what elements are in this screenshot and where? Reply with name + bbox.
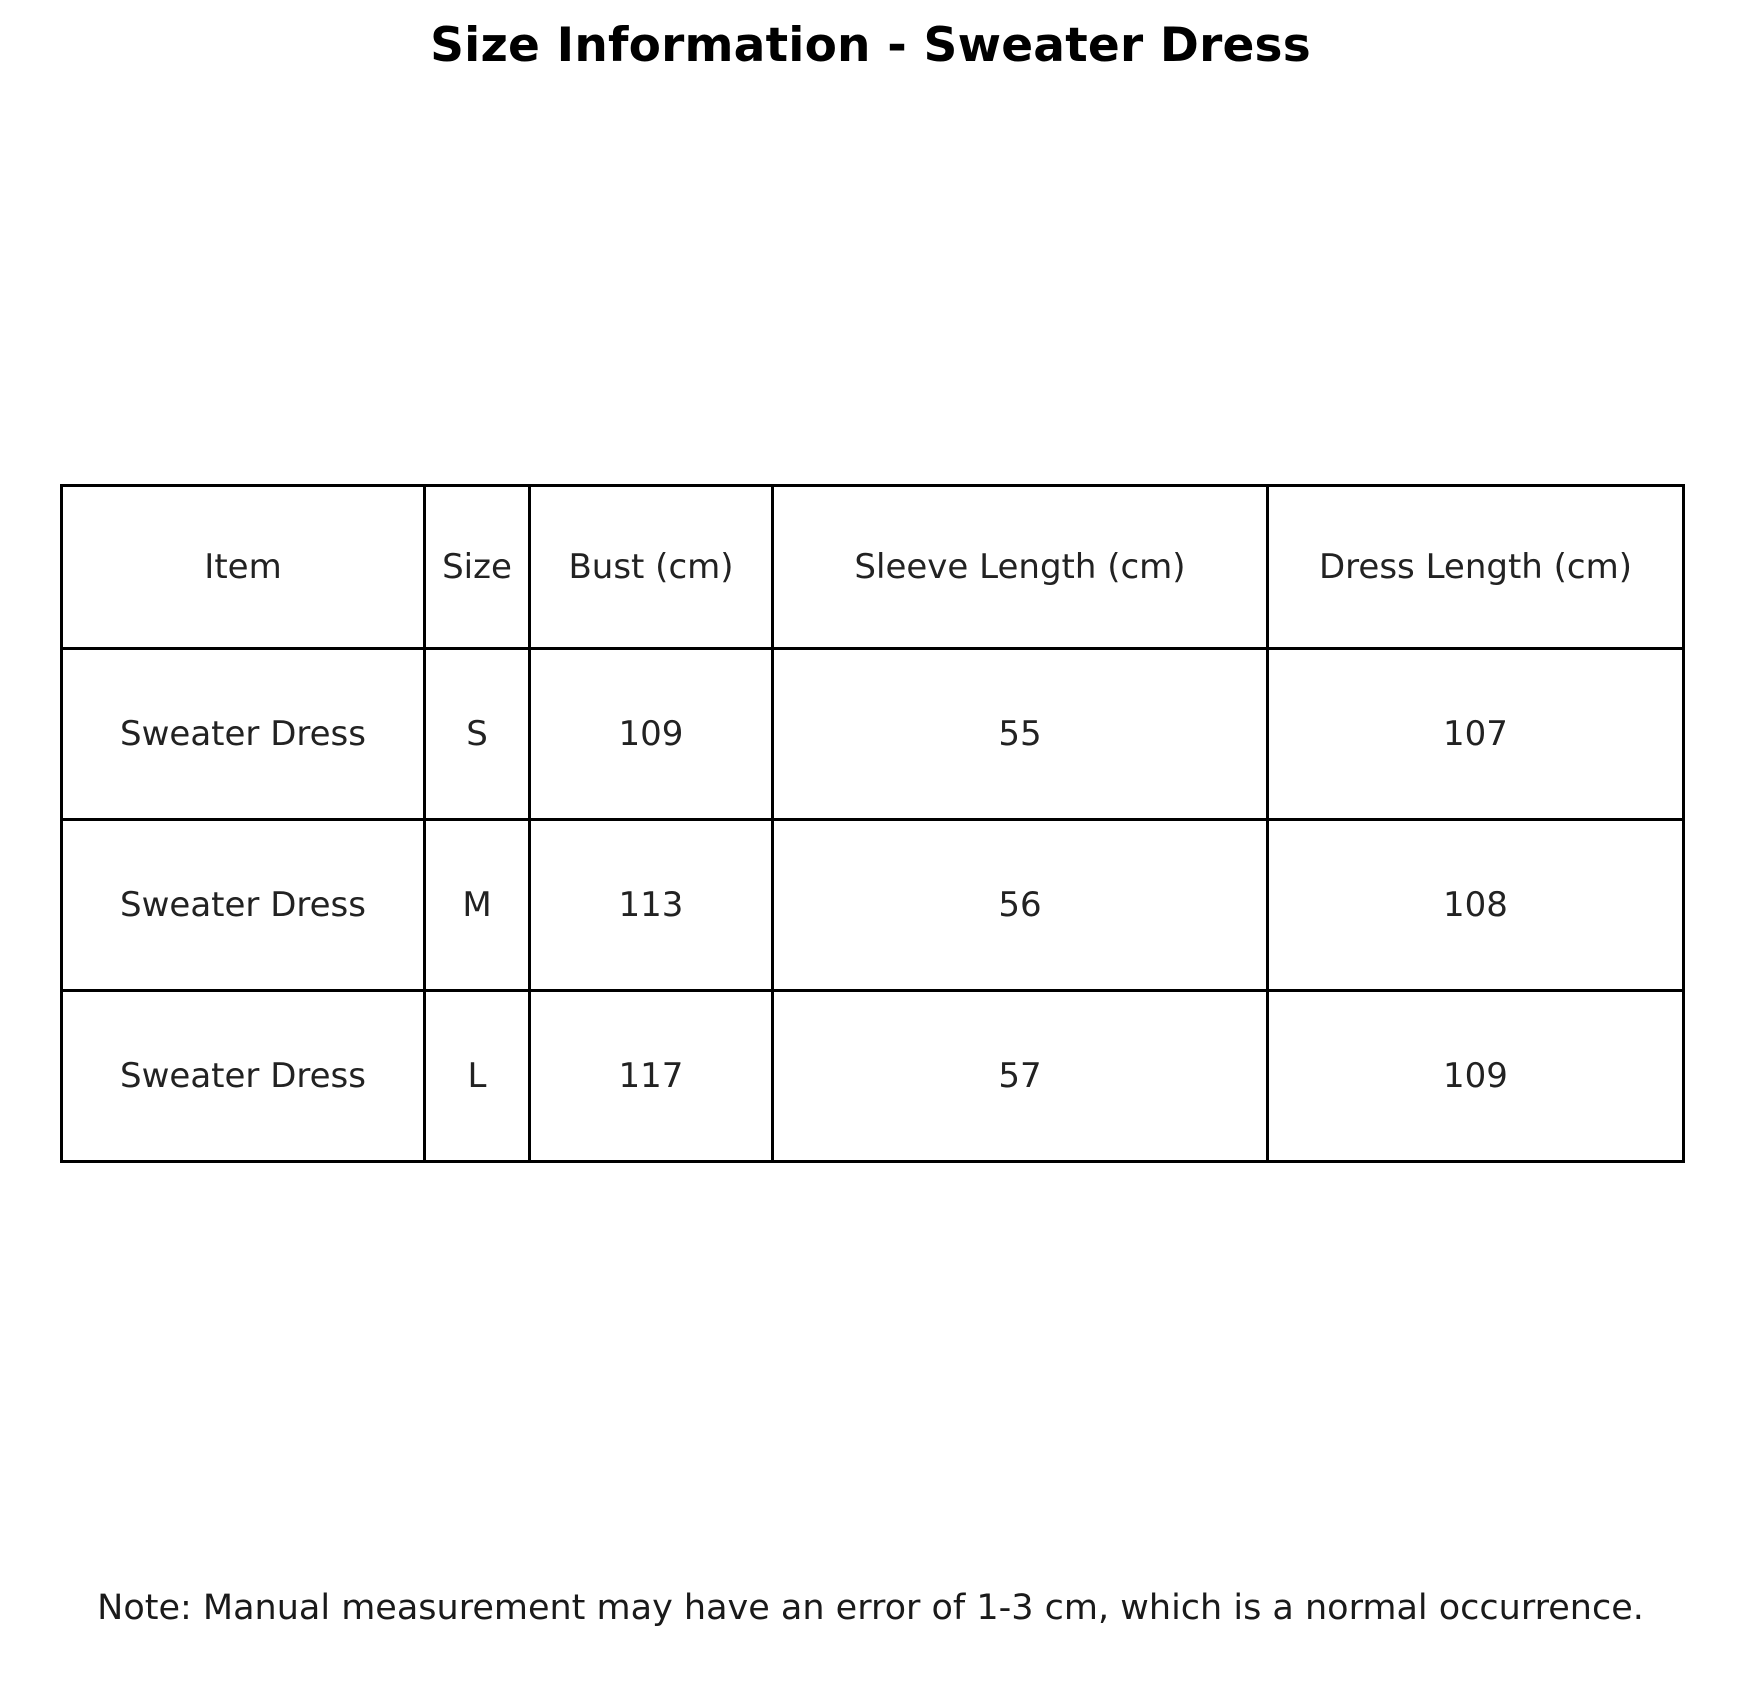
size-information-table bbox=[60, 484, 1685, 1163]
column-header-size: Size bbox=[425, 486, 530, 649]
table-row bbox=[62, 991, 1684, 1162]
cell-size: M bbox=[425, 820, 530, 991]
cell-item: Sweater Dress bbox=[62, 991, 425, 1162]
column-header-dress-length: Dress Length (cm) bbox=[1268, 486, 1684, 649]
cell-dress-length: 107 bbox=[1268, 649, 1684, 820]
column-header-item: Item bbox=[62, 486, 425, 649]
table-row bbox=[62, 649, 1684, 820]
cell-sleeve-length: 57 bbox=[773, 991, 1268, 1162]
cell-bust: 117 bbox=[530, 991, 773, 1162]
cell-dress-length: 109 bbox=[1268, 991, 1684, 1162]
cell-sleeve-length: 56 bbox=[773, 820, 1268, 991]
cell-bust: 113 bbox=[530, 820, 773, 991]
cell-item: Sweater Dress bbox=[62, 649, 425, 820]
cell-sleeve-length: 55 bbox=[773, 649, 1268, 820]
size-table-container bbox=[60, 484, 1682, 1163]
table-row bbox=[62, 820, 1684, 991]
cell-bust: 109 bbox=[530, 649, 773, 820]
column-header-sleeve-length: Sleeve Length (cm) bbox=[773, 486, 1268, 649]
cell-size: S bbox=[425, 649, 530, 820]
measurement-note: Note: Manual measurement may have an error of 1-3 cm, which is a normal occurrence. bbox=[97, 1588, 1644, 1628]
cell-item: Sweater Dress bbox=[62, 820, 425, 991]
cell-dress-length: 108 bbox=[1268, 820, 1684, 991]
cell-size: L bbox=[425, 991, 530, 1162]
table-header-row bbox=[62, 486, 1684, 649]
page-title: Size Information - Sweater Dress bbox=[430, 18, 1311, 73]
column-header-bust: Bust (cm) bbox=[530, 486, 773, 649]
